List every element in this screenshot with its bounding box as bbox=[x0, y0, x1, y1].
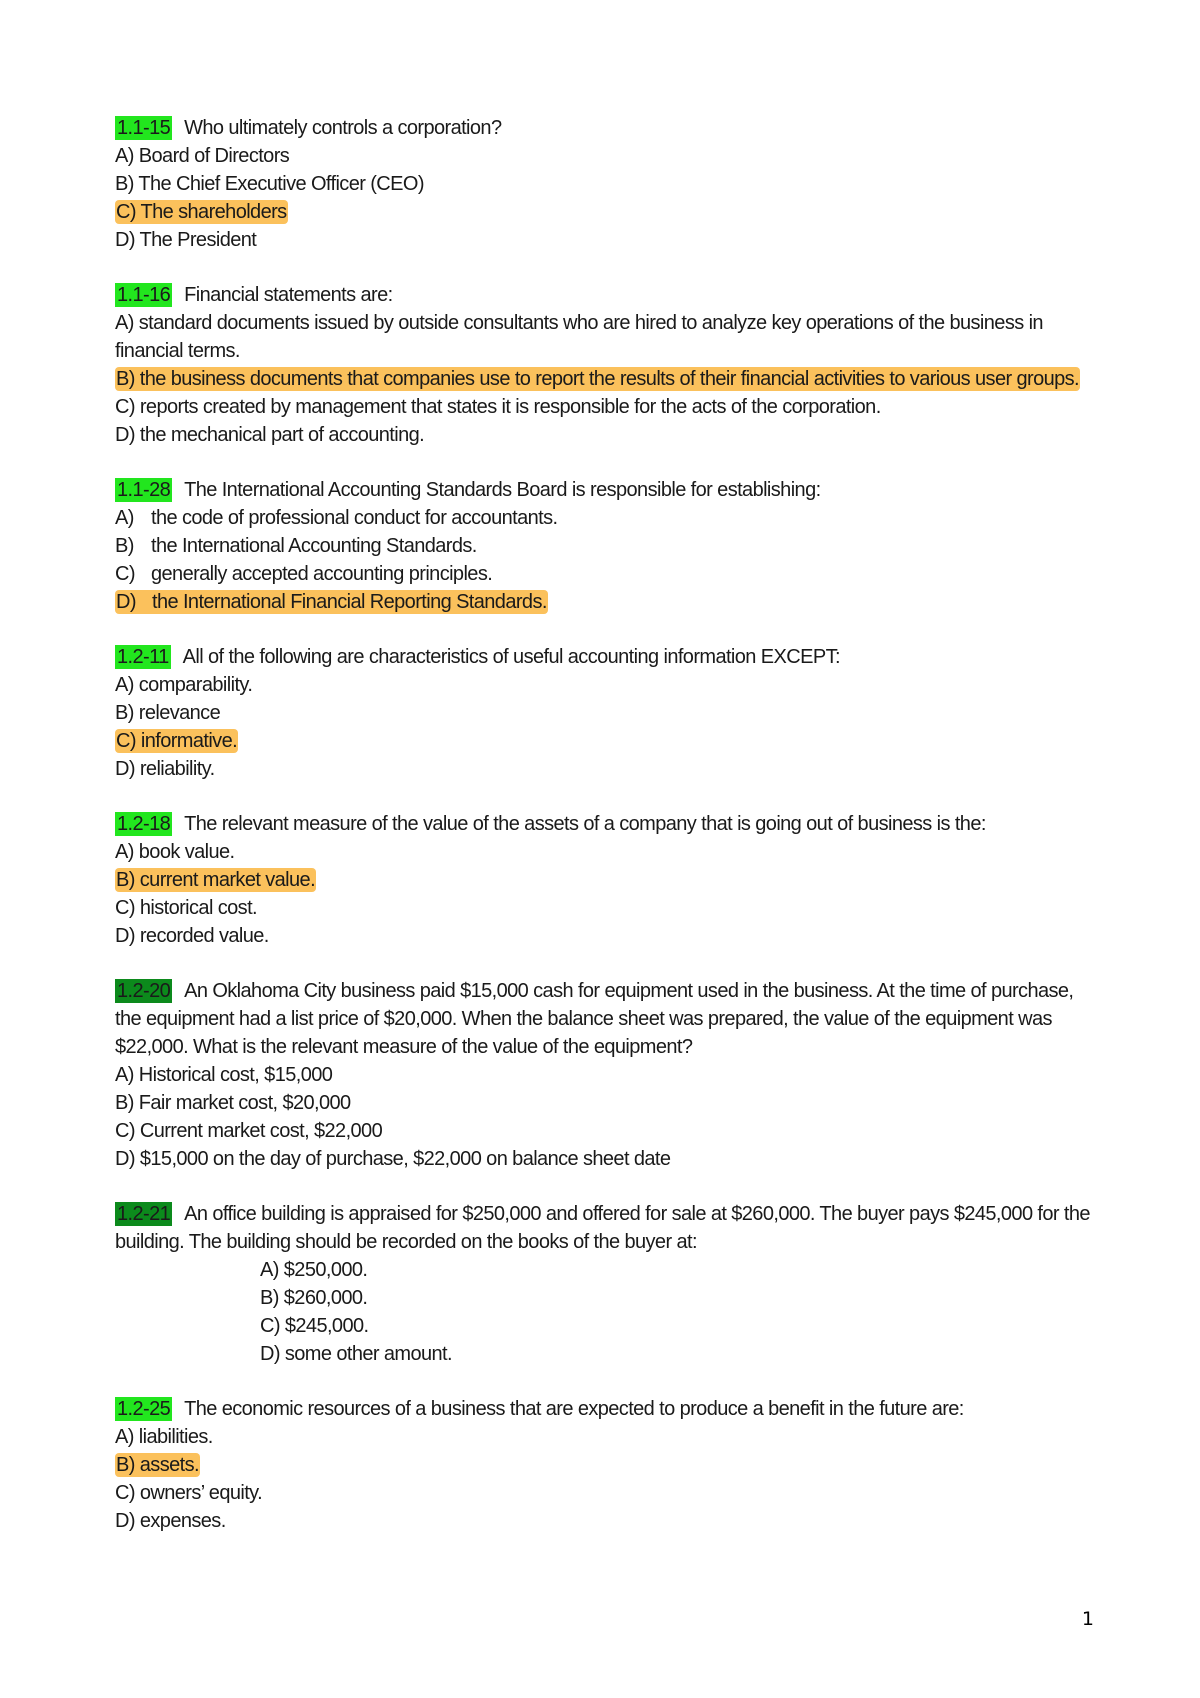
choice-label: A) bbox=[115, 1426, 134, 1448]
choice-text: informative. bbox=[140, 730, 238, 752]
question-stem bbox=[115, 1200, 1095, 1256]
question-text: Who ultimately controls a corporation? bbox=[184, 117, 502, 139]
choice-d bbox=[115, 755, 1095, 783]
choice-label: B) bbox=[116, 368, 135, 390]
choice-label: C) bbox=[260, 1315, 280, 1337]
choice-text: Board of Directors bbox=[138, 145, 290, 167]
question-id: 1.2-11 bbox=[117, 646, 169, 668]
choice-label: B) bbox=[115, 702, 134, 724]
choice-c bbox=[115, 393, 1095, 421]
choice-label: C) bbox=[115, 563, 135, 585]
choice-label: B) bbox=[260, 1287, 279, 1309]
choice-label: C) bbox=[115, 1482, 135, 1504]
choice-b-answer bbox=[115, 866, 1095, 894]
choice-label: B) bbox=[116, 1454, 135, 1476]
choice-label: C) bbox=[115, 1120, 135, 1142]
choice-b bbox=[115, 699, 1095, 727]
choice-a bbox=[115, 142, 1095, 170]
choice-label: D) bbox=[260, 1343, 280, 1365]
choice-a bbox=[115, 504, 1095, 532]
choice-d bbox=[115, 226, 1095, 254]
choice-text: liabilities. bbox=[138, 1426, 213, 1448]
question-text: The International Accounting Standards Board is responsible for establishing: bbox=[184, 479, 821, 501]
choice-c bbox=[115, 1312, 1095, 1340]
choice-text: The shareholders bbox=[140, 201, 287, 223]
answer-highlight bbox=[115, 590, 548, 614]
choice-label: A) bbox=[115, 312, 134, 334]
question-id: 1.2-18 bbox=[117, 813, 171, 835]
choice-text: the International Financial Reporting Standards. bbox=[152, 591, 547, 613]
choice-text: $245,000. bbox=[284, 1315, 369, 1337]
choice-text: some other amount. bbox=[284, 1343, 452, 1365]
choice-b bbox=[115, 170, 1095, 198]
choice-label: B) bbox=[115, 173, 134, 195]
choice-text: The Chief Executive Officer (CEO) bbox=[138, 173, 424, 195]
question-id: 1.2-21 bbox=[117, 1203, 171, 1225]
choice-label: A) bbox=[115, 145, 134, 167]
question-1-2-21 bbox=[115, 1200, 1095, 1368]
choice-text: $260,000. bbox=[283, 1287, 368, 1309]
answer-highlight bbox=[115, 1453, 200, 1477]
choice-c bbox=[115, 560, 1095, 588]
question-1-1-15 bbox=[115, 114, 1095, 254]
choice-d bbox=[115, 1340, 1095, 1368]
choice-b-answer bbox=[115, 1451, 1095, 1479]
choice-label: A) bbox=[115, 1064, 134, 1086]
choice-text: The President bbox=[139, 229, 257, 251]
choice-text: the mechanical part of accounting. bbox=[139, 424, 425, 446]
choice-label: D) bbox=[116, 591, 136, 613]
choice-c bbox=[115, 1479, 1095, 1507]
choice-b-answer bbox=[115, 365, 1095, 393]
question-text: An office building is appraised for $250,000 and offered for sale at $260,000. The buyer pays $245,000 for the building. The building should be recorded on the books of the buyer at: bbox=[115, 1203, 1090, 1253]
choice-label: B) bbox=[115, 535, 134, 557]
choice-text: Current market cost, $22,000 bbox=[139, 1120, 383, 1142]
question-1-1-16 bbox=[115, 281, 1095, 449]
choice-label: C) bbox=[115, 897, 135, 919]
choice-text: reliability. bbox=[139, 758, 215, 780]
choice-a bbox=[115, 838, 1095, 866]
question-text: The relevant measure of the value of the assets of a company that is going out of business is the: bbox=[184, 813, 986, 835]
question-stem bbox=[115, 643, 1095, 671]
choice-a bbox=[115, 1061, 1095, 1089]
page-number: 1 bbox=[1081, 1608, 1094, 1630]
question-id: 1.1-28 bbox=[117, 479, 171, 501]
choice-text: reports created by management that states it is responsible for the acts of the corporation. bbox=[139, 396, 881, 418]
answer-highlight bbox=[115, 729, 238, 753]
question-stem bbox=[115, 114, 1095, 142]
choice-a bbox=[115, 309, 1095, 365]
question-stem bbox=[115, 810, 1095, 838]
choice-label: D) bbox=[115, 229, 135, 251]
choice-b bbox=[115, 1284, 1095, 1312]
question-text: All of the following are characteristics of useful accounting information EXCEPT: bbox=[182, 646, 840, 668]
choice-d bbox=[115, 421, 1095, 449]
choice-label: A) bbox=[260, 1259, 279, 1281]
choice-a bbox=[115, 1423, 1095, 1451]
choice-text: relevance bbox=[138, 702, 221, 724]
answer-highlight bbox=[115, 200, 288, 224]
question-id: 1.1-15 bbox=[117, 117, 171, 139]
choice-text: the code of professional conduct for accountants. bbox=[151, 507, 558, 529]
question-stem bbox=[115, 476, 1095, 504]
choice-text: owners’ equity. bbox=[139, 1482, 263, 1504]
choice-label: A) bbox=[115, 507, 134, 529]
question-text: The economic resources of a business that are expected to produce a benefit in the future are: bbox=[184, 1398, 964, 1420]
choice-text: Historical cost, $15,000 bbox=[138, 1064, 333, 1086]
choice-text: the International Accounting Standards. bbox=[151, 535, 477, 557]
question-1-1-28 bbox=[115, 476, 1095, 616]
choice-label: D) bbox=[115, 758, 135, 780]
choice-d-answer bbox=[115, 588, 1095, 616]
document-page bbox=[115, 114, 1095, 1562]
choice-a bbox=[115, 1256, 1095, 1284]
choice-b bbox=[115, 532, 1095, 560]
question-1-2-25 bbox=[115, 1395, 1095, 1535]
choice-label: C) bbox=[115, 396, 135, 418]
choice-text: book value. bbox=[138, 841, 235, 863]
choice-text: comparability. bbox=[138, 674, 253, 696]
choice-label: B) bbox=[116, 869, 135, 891]
choice-c-answer bbox=[115, 727, 1095, 755]
choice-text: $250,000. bbox=[283, 1259, 368, 1281]
choice-d bbox=[115, 922, 1095, 950]
choice-text: the business documents that companies use to report the results of their financial activities to various user groups. bbox=[139, 368, 1079, 390]
choice-text: standard documents issued by outside consultants who are hired to analyze key operations of the business in financial terms. bbox=[115, 312, 1043, 362]
question-text: Financial statements are: bbox=[184, 284, 393, 306]
question-id: 1.1-16 bbox=[117, 284, 171, 306]
choice-label: D) bbox=[115, 1510, 135, 1532]
choice-b bbox=[115, 1089, 1095, 1117]
choice-label: D) bbox=[115, 925, 135, 947]
choice-text: assets. bbox=[139, 1454, 199, 1476]
question-1-2-20 bbox=[115, 977, 1095, 1173]
answer-highlight bbox=[115, 367, 1080, 391]
choice-label: A) bbox=[115, 674, 134, 696]
question-stem bbox=[115, 1395, 1095, 1423]
question-1-2-11 bbox=[115, 643, 1095, 783]
choice-label: C) bbox=[116, 730, 136, 752]
answer-highlight bbox=[115, 868, 316, 892]
choice-c bbox=[115, 1117, 1095, 1145]
choice-text: current market value. bbox=[139, 869, 316, 891]
choice-text: historical cost. bbox=[139, 897, 257, 919]
choice-a bbox=[115, 671, 1095, 699]
question-1-2-18 bbox=[115, 810, 1095, 950]
choice-d bbox=[115, 1145, 1095, 1173]
question-text: An Oklahoma City business paid $15,000 cash for equipment used in the business. At the time of purchase, the equipment had a list price of $20,000. When the balance sheet was prepared, the value of the equipment was $22,000. What is the relevant measure of the value of the equipment? bbox=[115, 980, 1074, 1058]
choice-text: Fair market cost, $20,000 bbox=[138, 1092, 351, 1114]
question-id: 1.2-20 bbox=[117, 980, 171, 1002]
choice-c bbox=[115, 894, 1095, 922]
choice-label: A) bbox=[115, 841, 134, 863]
choice-text: recorded value. bbox=[139, 925, 269, 947]
question-id: 1.2-25 bbox=[117, 1398, 171, 1420]
choice-label: C) bbox=[116, 201, 136, 223]
choice-text: $15,000 on the day of purchase, $22,000 on balance sheet date bbox=[139, 1148, 671, 1170]
choice-c-answer bbox=[115, 198, 1095, 226]
choice-label: D) bbox=[115, 424, 135, 446]
question-stem bbox=[115, 977, 1095, 1061]
choice-text: expenses. bbox=[139, 1510, 226, 1532]
choice-text: generally accepted accounting principles. bbox=[151, 563, 493, 585]
choice-label: D) bbox=[115, 1148, 135, 1170]
choice-d bbox=[115, 1507, 1095, 1535]
question-stem bbox=[115, 281, 1095, 309]
choice-label: B) bbox=[115, 1092, 134, 1114]
